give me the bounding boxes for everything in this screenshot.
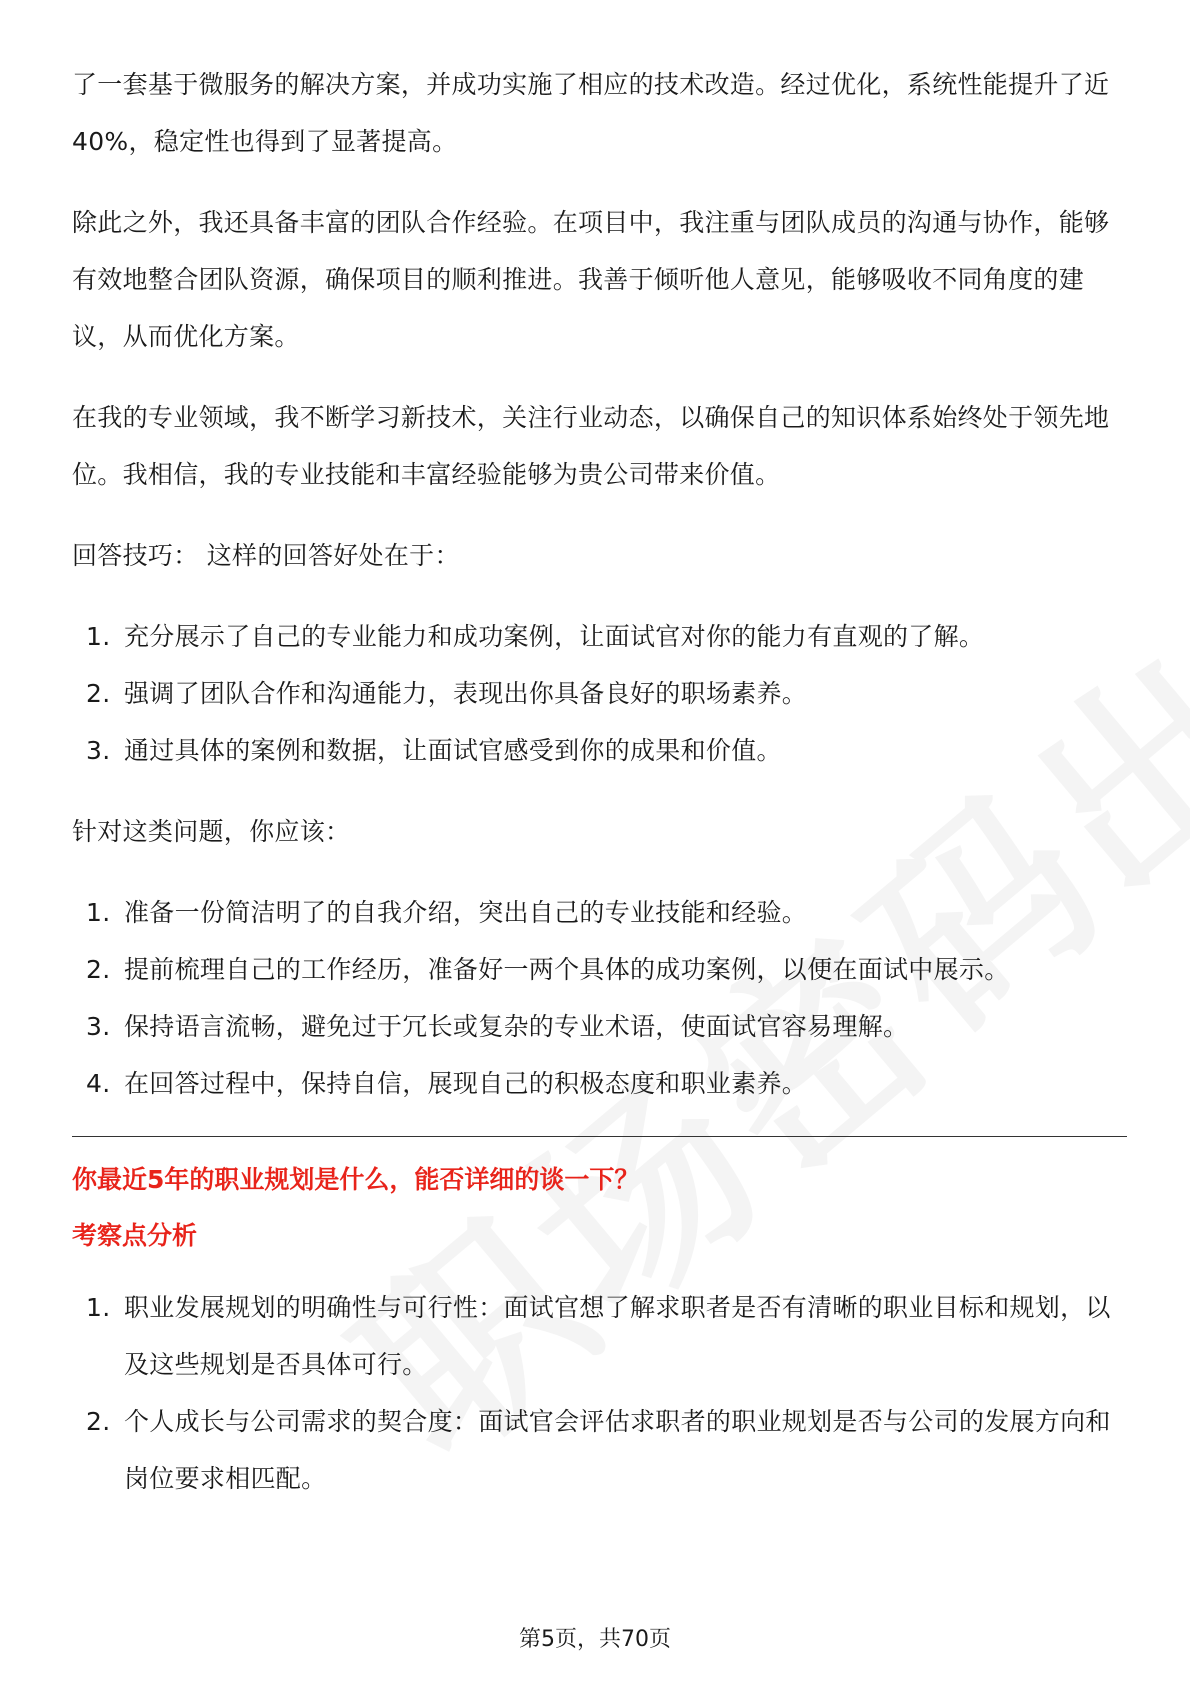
advice-heading: 针对这类问题，你应该： — [72, 817, 351, 846]
advice-list — [72, 884, 1127, 1112]
list-number: 1. — [86, 1293, 111, 1322]
list-item — [72, 941, 1127, 998]
list-item-text: 职业发展规划的明确性与可行性：面试官想了解求职者是否有清晰的职业目标和规划，以及这些规划是否具体可行。 — [124, 1293, 1111, 1379]
list-number: 2. — [86, 679, 111, 708]
list-number: 1. — [86, 898, 111, 927]
list-item-text: 准备一份简洁明了的自我介绍，突出自己的专业技能和经验。 — [124, 898, 808, 927]
list-number: 2. — [86, 1407, 111, 1436]
tips-list — [72, 608, 1127, 779]
question-title: 你最近5年的职业规划是什么，能否详细的谈一下？ — [72, 1165, 640, 1194]
list-item-text: 个人成长与公司需求的契合度：面试官会评估求职者的职业规划是否与公司的发展方向和岗位要求相匹配。 — [124, 1407, 1111, 1493]
list-item — [72, 722, 1127, 779]
list-item — [72, 665, 1127, 722]
list-number: 1. — [86, 622, 111, 651]
list-item — [72, 1393, 1127, 1507]
paragraph: 除此之外，我还具备丰富的团队合作经验。在项目中，我注重与团队成员的沟通与协作，能够有效地整合团队资源，确保项目的顺利推进。我善于倾听他人意见，能够吸收不同角度的建议，从而优化方案。 — [72, 208, 1110, 351]
list-number: 2. — [86, 955, 111, 984]
list-item — [72, 998, 1127, 1055]
list-item-text: 强调了团队合作和沟通能力，表现出你具备良好的职场素养。 — [124, 679, 808, 708]
analysis-heading: 考察点分析 — [72, 1221, 198, 1250]
list-number: 3. — [86, 736, 111, 765]
page-number: 第5页，共70页 — [519, 1627, 671, 1652]
analysis-list — [72, 1279, 1127, 1507]
list-item-text: 在回答过程中，保持自信，展现自己的积极态度和职业素养。 — [124, 1069, 808, 1098]
list-item-text: 通过具体的案例和数据，让面试官感受到你的成果和价值。 — [124, 736, 782, 765]
list-item-text: 保持语言流畅，避免过于冗长或复杂的专业术语，使面试官容易理解。 — [124, 1012, 909, 1041]
tips-heading: 回答技巧： 这样的回答好处在于： — [72, 541, 460, 570]
section-divider — [72, 1136, 1127, 1137]
list-item — [72, 884, 1127, 941]
list-item — [72, 1055, 1127, 1112]
list-item-text: 充分展示了自己的专业能力和成功案例，让面试官对你的能力有直观的了解。 — [124, 622, 985, 651]
page-content — [72, 56, 1127, 1531]
paragraph: 了一套基于微服务的解决方案，并成功实施了相应的技术改造。经过优化，系统性能提升了近40%，稳定性也得到了显著提高。 — [72, 70, 1110, 156]
paragraph: 在我的专业领域，我不断学习新技术，关注行业动态，以确保自己的知识体系始终处于领先地位。我相信，我的专业技能和丰富经验能够为贵公司带来价值。 — [72, 403, 1110, 489]
list-number: 3. — [86, 1012, 111, 1041]
list-item — [72, 608, 1127, 665]
list-item — [72, 1279, 1127, 1393]
list-number: 4. — [86, 1069, 111, 1098]
list-item-text: 提前梳理自己的工作经历，准备好一两个具体的成功案例，以便在面试中展示。 — [124, 955, 1010, 984]
